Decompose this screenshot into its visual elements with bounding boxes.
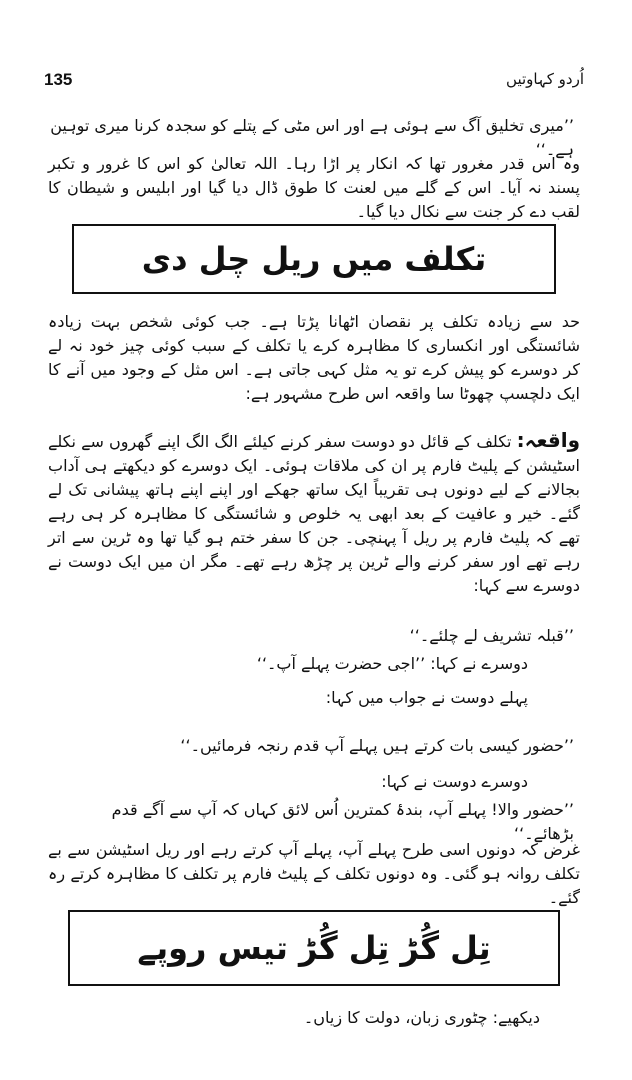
satan-quote: ’’میری تخلیق آگ سے ہوئی ہے اور اس مٹی کے پتلے کو سجدہ کرنا میری توہین ہے۔‘‘: [50, 116, 574, 159]
story-conclusion: غرض کہ دونوں اسی طرح پہلے آپ، پہلے آپ کرتے رہے اور ریل اسٹیشن سے بے تکلف روانہ ہو گئی۔ وہ دونوں تکلف کے پلیٹ فارم پر تکلف کا مظاہرہ کرتے رہ گئے۔: [48, 840, 580, 907]
dialogue-line: دوسرے دوست نے کہا:: [381, 772, 528, 791]
story-paragraph: [48, 428, 580, 598]
page-header: [44, 70, 584, 100]
satan-paragraph: وہ اس قدر مغرور تھا کہ انکار پر اڑا رہا۔ اللہ تعالیٰ کو اس کا غرور و تکبر پسند نہ آیا۔ اس کے گلے میں لعنت کا طوق ڈال دیا گیا اور ابلیس و شیطان کا لقب دے کر جنت سے نکال دیا گیا۔: [48, 154, 580, 221]
page-number: 135: [44, 70, 73, 89]
story-text: تکلف کے قائل دو دوست سفر کرنے کیلئے الگ الگ اپنے گھروں سے نکلے اسٹیشن کے پلیٹ فارم پر ان کی ملاقات ہوئی۔ ایک دوسرے کو دیکھتے ہی آداب بجالانے کے لیے دونوں ہی تقریباً ایک ساتھ جھکے اور اپنے اپنے ہاتھ پیشانی تک لے گئے۔ خیر و عافیت کے بعد ابھی یہ خلوص و شائستگی کا مظاہرہ کر ہی رہے تھے کہ پلیٹ فارم پر ریل آ پہنچی۔ جن کا سفر ختم ہو گیا تھا وہ ٹرین سے اتر رہے تھے اور سفر کرنے والے ٹرین پر چڑھ رہے تھے۔ مگر ان میں ایک دوست نے دوسرے سے کہا:: [48, 432, 580, 595]
dialogue-line: ’’حضور والا! پہلے آپ، بندۂ کمترین اُس لائق کہاں کہ آپ سے آگے قدم بڑھائے۔‘‘: [111, 800, 574, 843]
dialogue-line: پہلے دوست نے جواب میں کہا:: [325, 688, 528, 707]
story-label: واقعہ:: [516, 428, 581, 452]
dialogue-line: دوسرے نے کہا: ’’اجی حضرت پہلے آپ۔‘‘: [256, 654, 528, 673]
dialogue-line: ’’حضور کیسی بات کرتے ہیں پہلے آپ قدم رنجہ فرمائیں۔‘‘: [180, 736, 574, 755]
dialogue-line: ’’قبلہ تشریف لے چلئے۔‘‘: [409, 626, 574, 645]
see-also: دیکھیے: چٹوری زبان، دولت کا زیاں۔: [303, 1008, 540, 1027]
proverb-title: تکلف میں ریل چل دی: [141, 240, 487, 278]
running-title: اُردو کہاوتیں: [506, 70, 584, 88]
proverb-intro: حد سے زیادہ تکلف پر نقصان اٹھانا پڑتا ہے۔ جب کوئی شخص بہت زیادہ شائستگی اور انکساری کا مظاہرہ کرے یا تکلف کے سبب کوئی چیز خود نہ لے کر دوسرے کو پیش کرے تو یہ مثل کہی جاتی ہے۔ اس مثل کے وجود میں آنے کا ایک دلچسپ چھوٹا سا واقعہ اس طرح مشہور ہے:: [48, 312, 580, 403]
proverb-title: تِل گُڑ تِل گُڑ تیس روپے: [137, 929, 491, 967]
proverb-title-box: [72, 224, 556, 294]
proverb-title-box: [68, 910, 560, 986]
